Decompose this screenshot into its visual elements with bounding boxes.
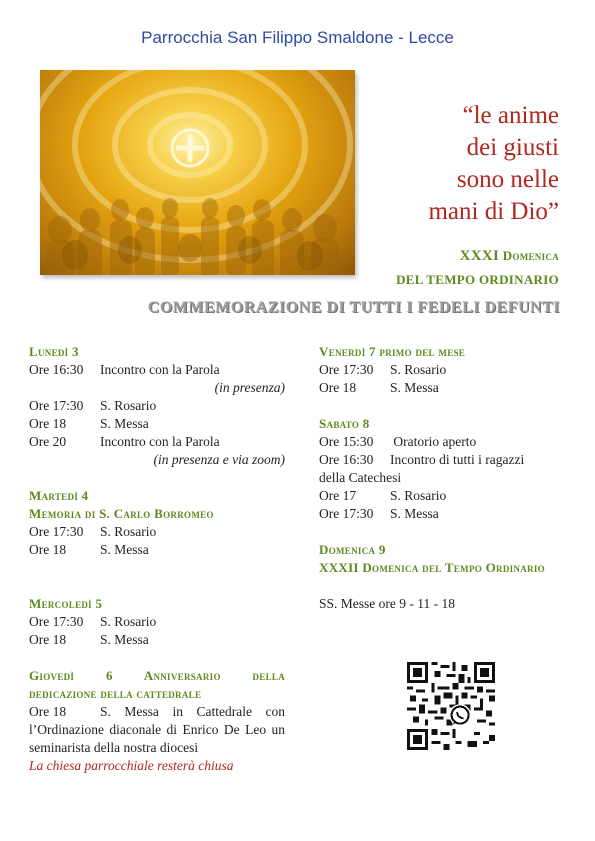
- schedule-entry: [319, 451, 569, 469]
- sunday-masses: SS. Messe ore 9 - 11 - 18: [319, 596, 455, 611]
- entry-time: Ore 16:30: [29, 362, 84, 377]
- entry-text: S. Messa: [100, 416, 149, 431]
- entry-time: Ore 17: [319, 488, 357, 503]
- day-subheading: XXXII Domenica del Tempo Ordinario: [319, 560, 545, 575]
- entry-text: Incontro con la Parola: [100, 434, 220, 449]
- entry-time: Ore 20: [29, 434, 67, 449]
- entry-text: Oratorio aperto: [390, 434, 477, 449]
- schedule-entry: [319, 361, 569, 379]
- cross-medallion-icon: [172, 130, 208, 166]
- entry-time: Ore 18: [29, 632, 67, 647]
- schedule-left-column: [29, 343, 285, 775]
- sunday-number: XXXI: [459, 248, 500, 264]
- entry-text: Incontro di tutti i ragazzi: [390, 452, 525, 467]
- schedule-entry: [319, 505, 569, 523]
- whatsapp-icon: [449, 704, 471, 726]
- entry-time: Ore 17:30: [29, 524, 84, 539]
- quote-line: mani di Dio”: [428, 198, 559, 225]
- entry-time: Ore 18: [319, 380, 357, 395]
- quote-line: sono nelle: [456, 166, 559, 193]
- schedule-entry: [319, 487, 569, 505]
- day-heading-sabato: Sabato 8: [319, 416, 370, 431]
- entry-time: Ore 18: [29, 704, 67, 719]
- entry-text: S. Rosario: [390, 488, 447, 503]
- entry-text: S. Rosario: [100, 524, 157, 539]
- schedule-entry: [29, 541, 285, 559]
- entry-text: S. Messa in Cattedrale con l’Ordinazione diaconale di Enrico De Leo un seminarista della nostra diocesi: [29, 704, 285, 755]
- quote-line: dei giusti: [466, 134, 559, 161]
- schedule-entry: [29, 433, 285, 451]
- schedule-entry: [319, 433, 569, 451]
- day-heading-mercoledi: Mercoledì 5: [29, 596, 103, 611]
- entry-continuation: della Catechesi: [319, 470, 402, 485]
- day-heading-martedi: Martedì 4: [29, 488, 89, 503]
- entry-text: Incontro con la Parola: [100, 362, 220, 377]
- hero-illustration: [40, 70, 355, 275]
- schedule-entry: [29, 415, 285, 433]
- entry-time: Ore 17:30: [319, 362, 374, 377]
- entry-time: Ore 18: [29, 416, 67, 431]
- day-heading-venerdi: Venerdì 7 primo del mese: [319, 344, 466, 359]
- schedule-entry: [29, 613, 285, 631]
- entry-text: S. Rosario: [100, 614, 157, 629]
- entry-note: (in presenza): [214, 380, 285, 395]
- entry-time: Ore 17:30: [29, 614, 84, 629]
- day-subheading: dedicazione della cattedrale: [29, 686, 202, 701]
- schedule-entry: [29, 703, 285, 757]
- entry-text: S. Messa: [390, 506, 439, 521]
- entry-text: S. Rosario: [100, 398, 157, 413]
- schedule-entry: [29, 361, 285, 379]
- day-heading-giovedi: Giovedì 6 Anniversario della: [29, 668, 285, 683]
- schedule-entry: [29, 631, 285, 649]
- schedule-entry: [29, 397, 285, 415]
- entry-time: Ore 18: [29, 542, 67, 557]
- entry-time: Ore 16:30: [319, 452, 374, 467]
- church-closed-notice: La chiesa parrocchiale resterà chiusa: [29, 758, 234, 773]
- schedule-entry: [319, 379, 569, 397]
- sunday-word: Domenica: [502, 248, 559, 263]
- scripture-quote: [329, 100, 559, 228]
- entry-text: S. Messa: [390, 380, 439, 395]
- schedule-right-column: [319, 343, 569, 613]
- entry-text: S. Rosario: [390, 362, 447, 377]
- sunday-subtitle: DEL TEMPO ORDINARIO: [396, 272, 559, 287]
- entry-time: Ore 17:30: [29, 398, 84, 413]
- commemoration-heading: COMMEMORAZIONE DI TUTTI I FEDELI DEFUNTI: [147, 299, 560, 316]
- entry-text: S. Messa: [100, 542, 149, 557]
- day-heading-domenica: Domenica 9: [319, 542, 386, 557]
- day-heading-lunedi: Lunedì 3: [29, 344, 79, 359]
- qr-code[interactable]: [407, 662, 495, 750]
- quote-line: “le anime: [462, 102, 559, 129]
- entry-time: Ore 17:30: [319, 506, 374, 521]
- sunday-title: [460, 248, 559, 265]
- entry-text: S. Messa: [100, 632, 149, 647]
- entry-time: Ore 15:30: [319, 434, 374, 449]
- hero-image: [40, 70, 355, 275]
- day-subheading: Memoria di S. Carlo Borromeo: [29, 506, 214, 521]
- page-title: Parrocchia San Filippo Smaldone - Lecce: [141, 28, 454, 47]
- schedule-entry: [29, 523, 285, 541]
- entry-note: (in presenza e via zoom): [153, 452, 285, 467]
